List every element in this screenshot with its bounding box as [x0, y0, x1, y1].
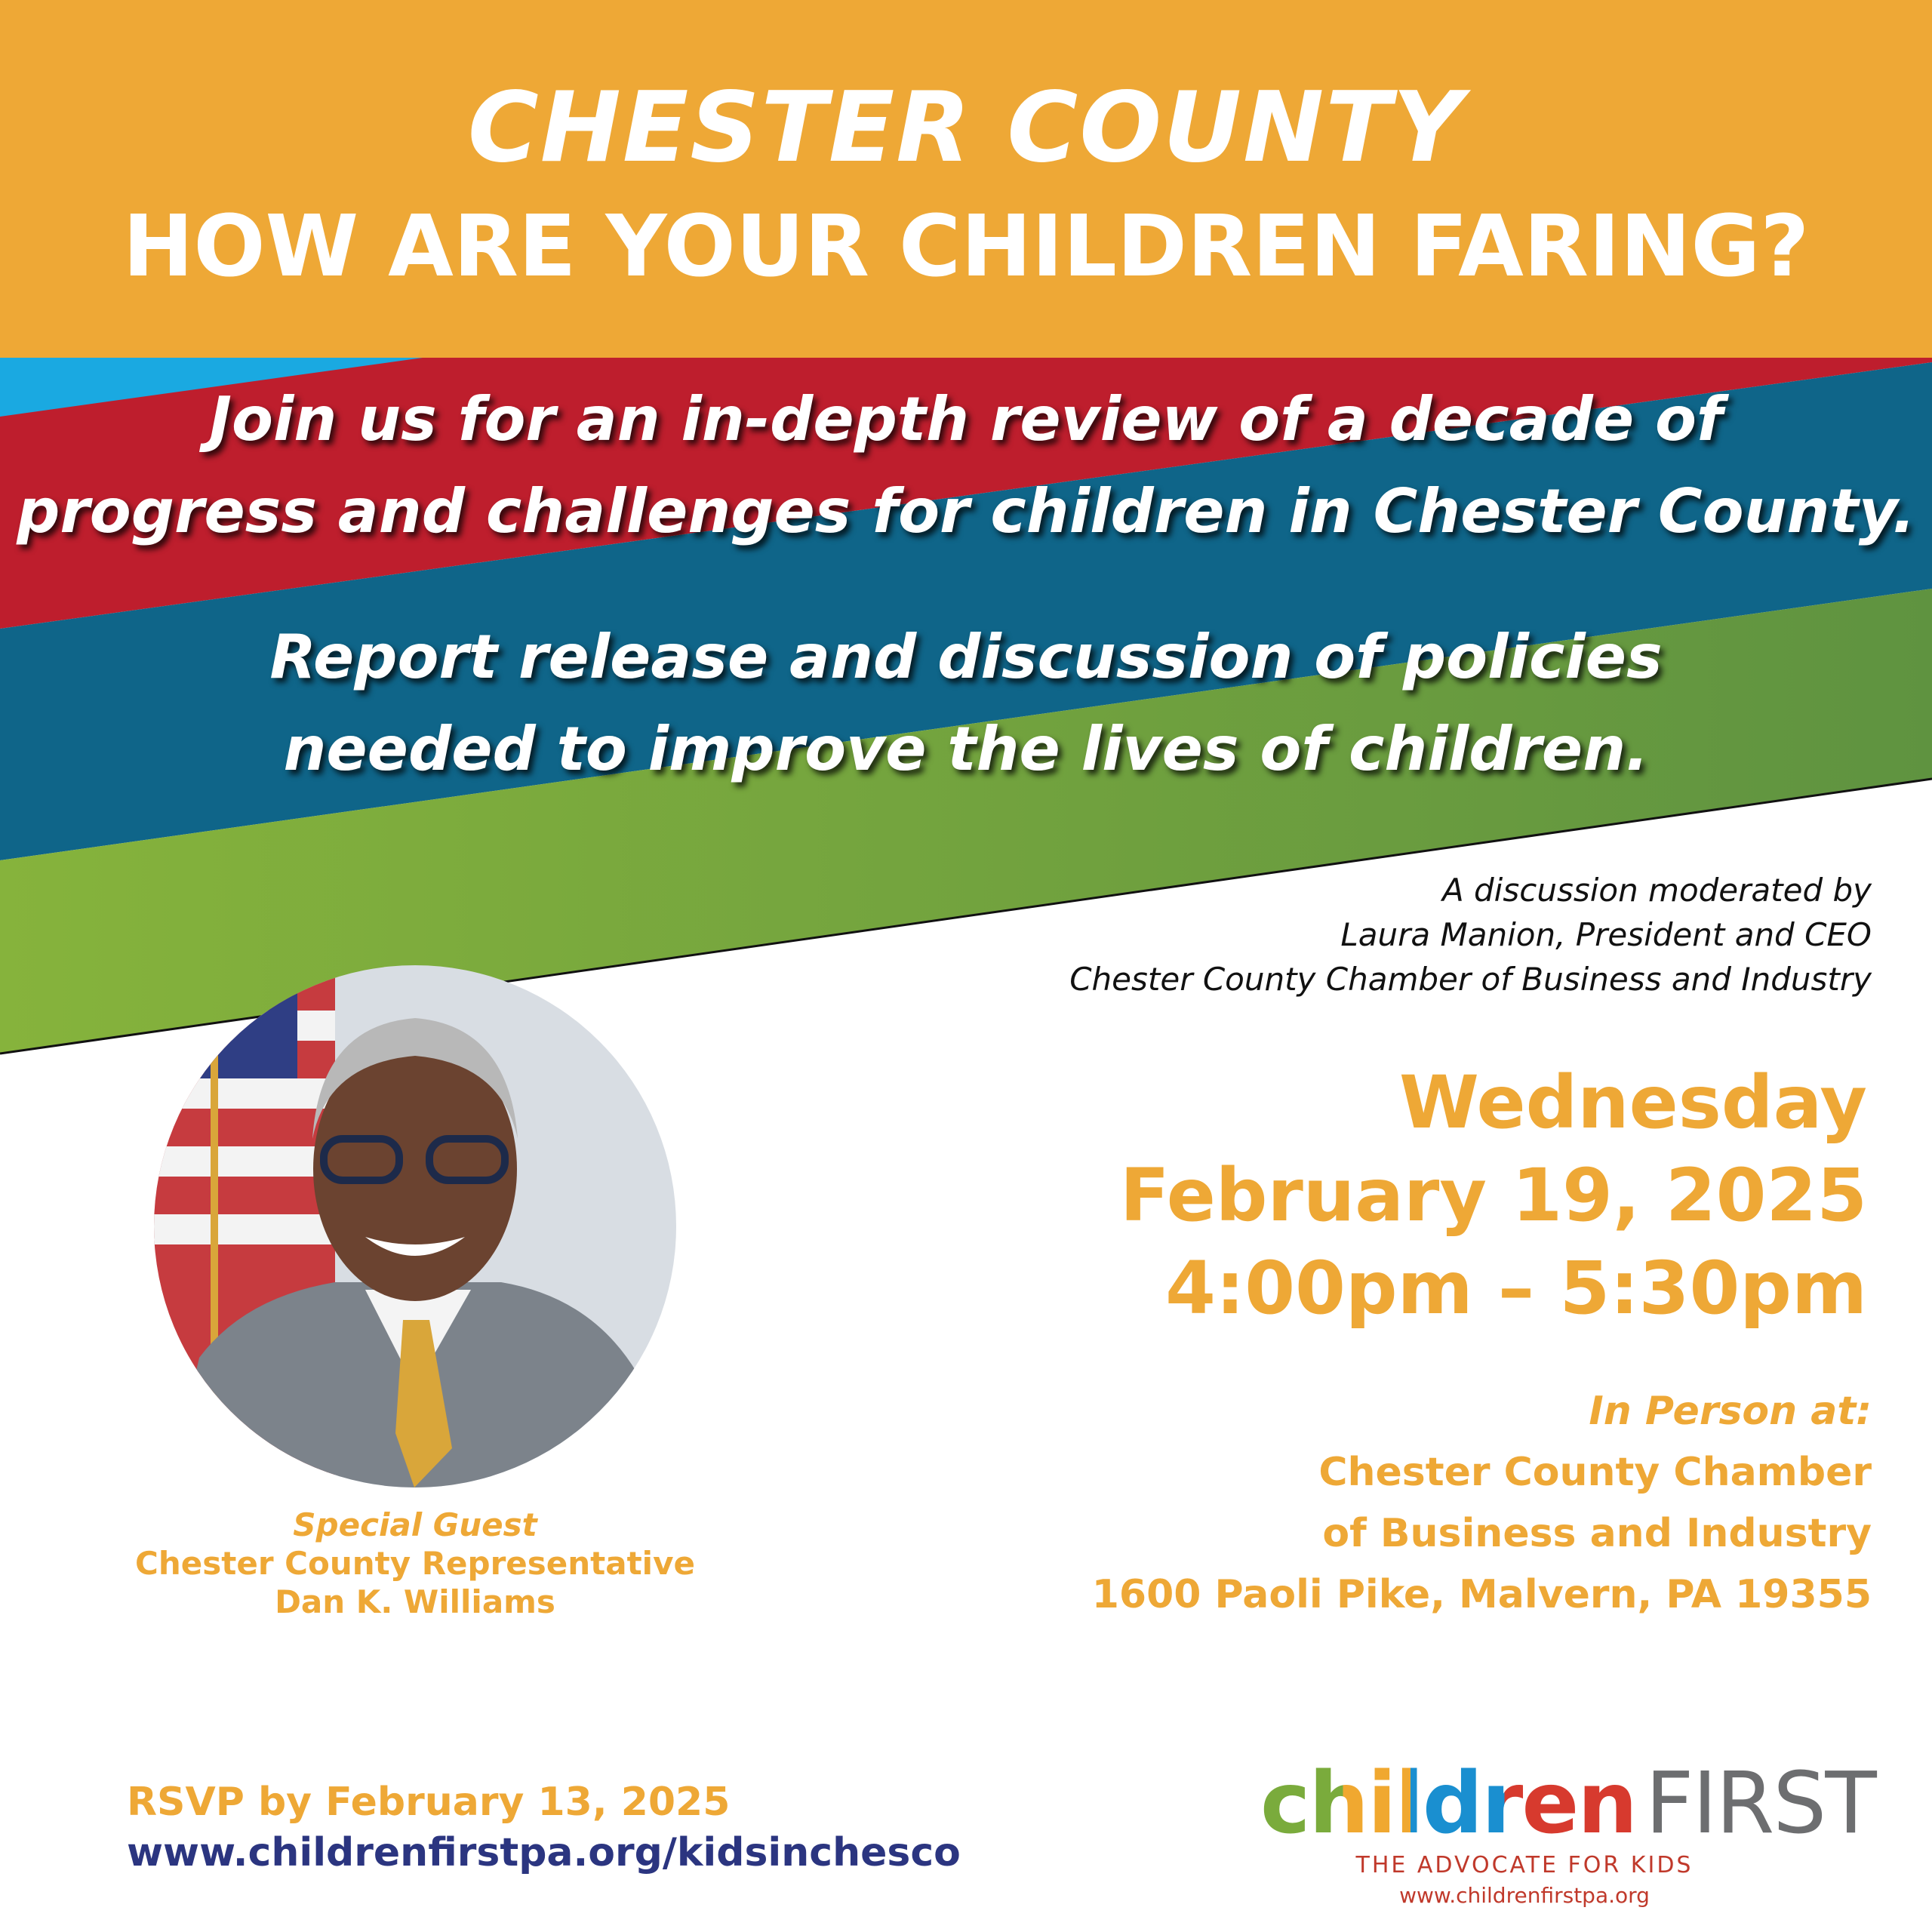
guest-label: Special Guest — [293, 1506, 537, 1543]
logo-url[interactable]: www.childrenfirstpa.org — [1399, 1883, 1650, 1908]
event-location — [1092, 1381, 1872, 1626]
event-datetime — [1120, 1057, 1867, 1335]
rsvp-deadline: RSVP by February 13, 2025 — [127, 1780, 731, 1825]
guest-info — [113, 1506, 717, 1621]
report-line: Report release and discussion of policies — [269, 622, 1663, 692]
moderator-org: Chester County Chamber of Business and Industry — [1069, 961, 1872, 998]
title-question: HOW ARE YOUR CHILDREN FARING? — [122, 198, 1810, 296]
intro-text — [0, 374, 1932, 558]
moderator-line: A discussion moderated by — [1441, 872, 1872, 909]
guest-photo — [154, 965, 676, 1487]
report-line: needed to improve the lives of children. — [283, 714, 1649, 784]
location-line: of Business and Industry — [1322, 1511, 1872, 1556]
guest-name: Dan K. Williams — [275, 1583, 555, 1620]
event-time: 4:00pm – 5:30pm — [1165, 1246, 1867, 1331]
intro-line: Join us for an in-depth review of a decade of — [209, 384, 1723, 454]
location-line: Chester County Chamber — [1318, 1450, 1872, 1495]
moderator-info — [1069, 868, 1872, 1001]
moderator-name: Laura Manion, President and CEO — [1340, 916, 1872, 953]
location-label: In Person at: — [1589, 1389, 1872, 1434]
children-first-logo — [1260, 1755, 1875, 1908]
logo-word-children: children — [1260, 1755, 1637, 1853]
rsvp-info — [127, 1777, 961, 1878]
logo-word-first: FIRST — [1645, 1755, 1875, 1853]
location-address: 1600 Paoli Pike, Malvern, PA 19355 — [1091, 1572, 1872, 1617]
event-day: Wednesday — [1398, 1060, 1867, 1145]
logo-tagline: THE ADVOCATE FOR KIDS — [1355, 1852, 1694, 1878]
title-county: CHESTER COUNTY — [467, 72, 1465, 184]
intro-line: progress and challenges for children in Chester County. — [17, 476, 1915, 546]
report-text — [0, 611, 1932, 795]
event-date: February 19, 2025 — [1120, 1153, 1867, 1238]
guest-title: Chester County Representative — [135, 1545, 695, 1582]
portrait-illustration — [154, 965, 676, 1487]
rsvp-link[interactable]: www.childrenfirstpa.org/kidsinchesco — [127, 1830, 961, 1875]
